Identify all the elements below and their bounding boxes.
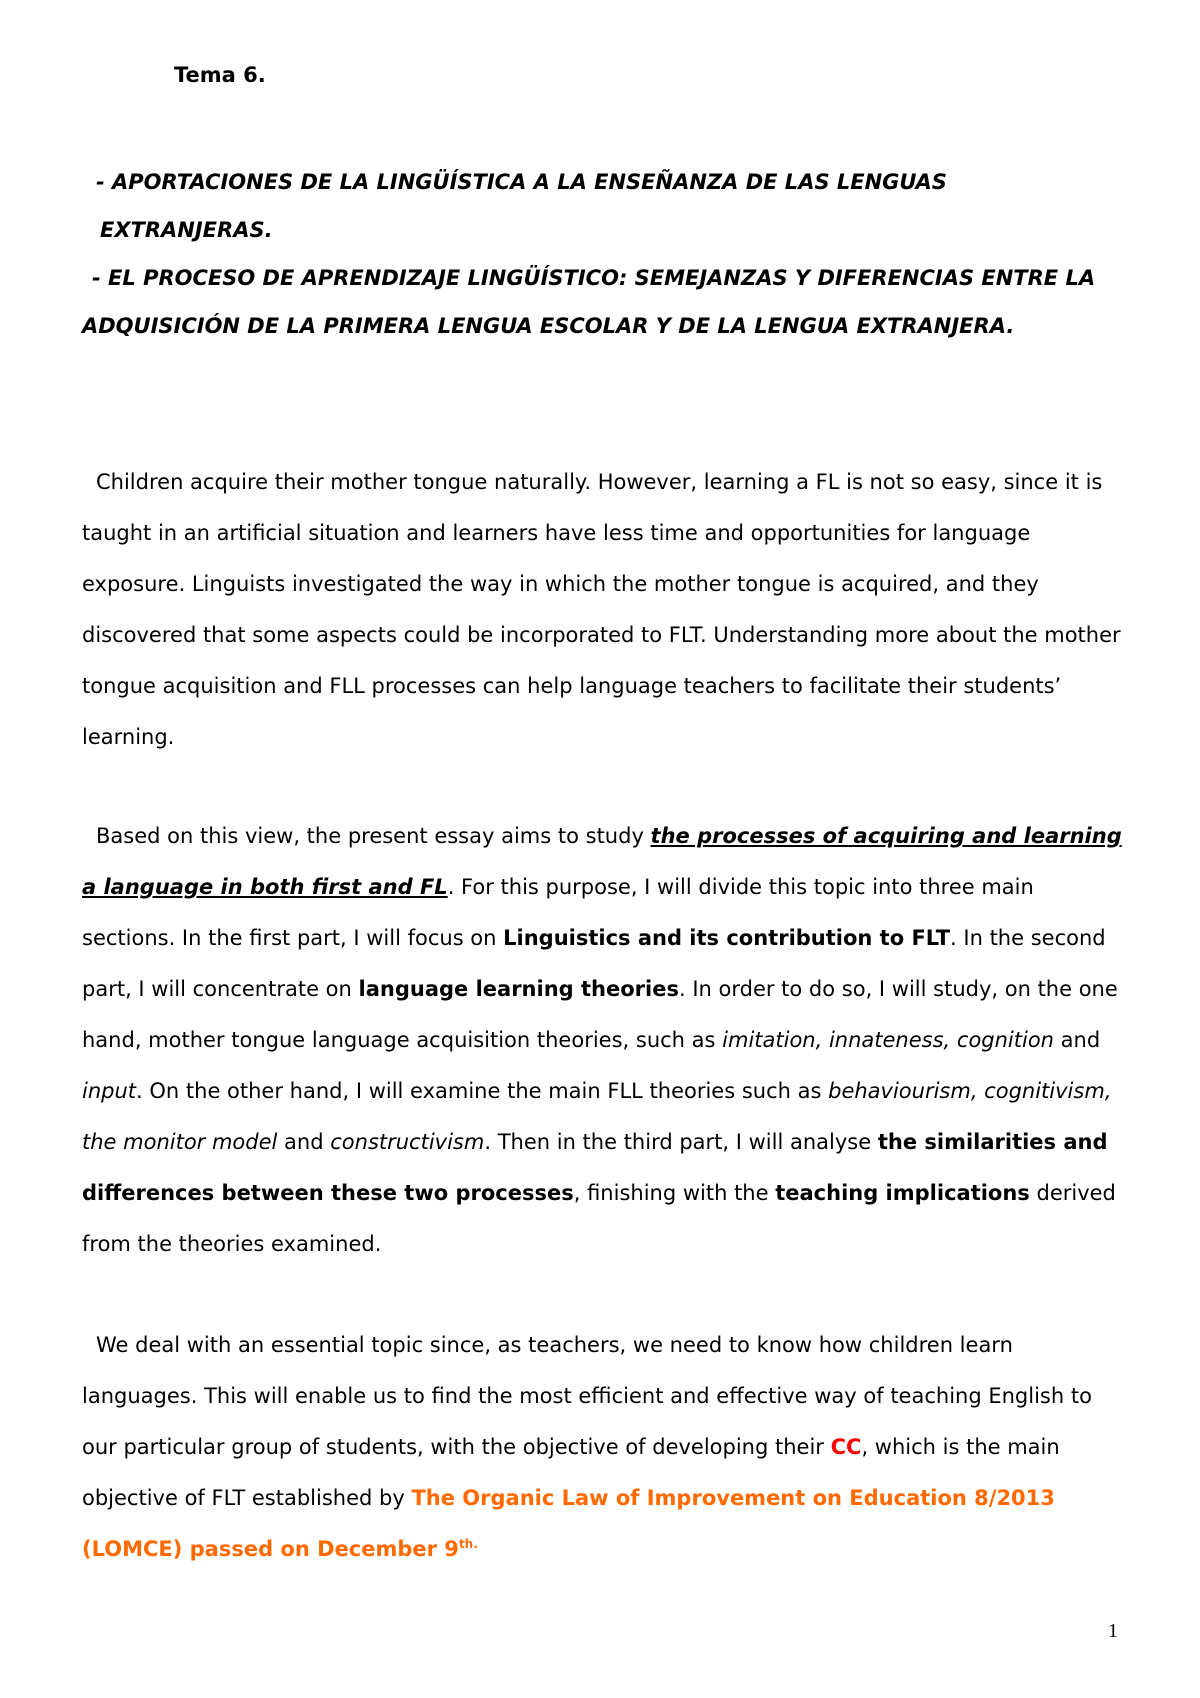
section-2-topic: language learning theories	[358, 977, 679, 1001]
text-run: and	[1054, 1028, 1101, 1052]
heading-2-dash: -	[92, 266, 101, 290]
paragraph-essay-plan	[82, 811, 1132, 1270]
input-theory: input	[82, 1079, 137, 1103]
constructivism-theory: constructivism	[330, 1130, 485, 1154]
paragraph-relevance	[82, 1320, 1132, 1575]
text-run: . On the other hand, I will examine the main FLL theories such as	[136, 1079, 829, 1103]
section-3-topic: the similarities and differences between these two processes	[82, 1130, 1108, 1205]
heading-2	[82, 254, 1132, 350]
section-1-topic: Linguistics and its contribution to FLT	[503, 926, 951, 950]
date-superscript: th.	[458, 1537, 478, 1551]
teaching-implications: teaching implications	[775, 1181, 1030, 1205]
text-run: . For this purpose, I will divide this topic into three main sections. In the first part, I will focus on	[82, 875, 1034, 950]
fll-theories: behaviourism, cognitivism, the monitor model	[82, 1079, 1112, 1154]
essay-aim-emphasis: the processes of acquiring and learning a language in both first and FL	[82, 824, 1122, 899]
cc-highlight: CC	[830, 1435, 862, 1459]
page-number: 1	[1108, 1620, 1118, 1642]
text-run: We deal with an essential topic since, as teachers, we need to know how children learn languages. This will enable us to find the most efficient and effective way of teaching English to our particular group of students, with the objective of developing their	[82, 1333, 1092, 1459]
paragraph-intro-text: Children acquire their mother tongue naturally. However, learning a FL is not so easy, since it is taught in an artificial situation and learners have less time and opportunities for language exposure. Linguists investigated the way in which the mother tongue is acquired, and they discovered that some aspects could be incorporated to FLT. Understanding more about the mother tongue acquisition and FLL processes can help language teachers to facilitate their students’ learning.	[82, 470, 1121, 749]
text-run: . In the second part, I will concentrate on	[82, 926, 1106, 1001]
document-title: Tema 6.	[174, 63, 266, 87]
text-run: . Then in the third part, I will analyse	[484, 1130, 878, 1154]
heading-2-text: EL PROCESO DE APRENDIZAJE LINGÜÍSTICO: SEMEJANZAS Y DIFERENCIAS ENTRE LA ADQUISICIÓN DE LA PRIMERA LENGUA ESCOLAR Y DE LA LENGUA EXTRANJERA.	[82, 266, 1096, 338]
text-run: derived from the theories examined.	[82, 1181, 1116, 1256]
lomce-law-reference: The Organic Law of Improvement on Education 8/2013 (LOMCE) passed on December 9	[82, 1486, 1055, 1561]
text-run: and	[277, 1130, 331, 1154]
heading-1-line-1: APORTACIONES DE LA LINGÜÍSTICA A LA ENSEÑANZA DE LAS LENGUAS	[112, 170, 947, 194]
acquisition-theories: imitation, innateness, cognition	[722, 1028, 1054, 1052]
topic-headings	[82, 158, 1132, 350]
heading-1	[82, 158, 1132, 254]
text-run: , which is the main objective of FLT established by	[82, 1435, 1060, 1510]
text-run: , finishing with the	[573, 1181, 776, 1205]
paragraph-intro	[82, 457, 1132, 763]
heading-1-line-2: EXTRANJERAS.	[100, 218, 273, 242]
text-run: Based on this view, the present essay aims to study	[96, 824, 651, 848]
heading-1-dash: -	[96, 170, 105, 194]
text-run: . In order to do so, I will study, on the one hand, mother tongue language acquisition theories, such as	[82, 977, 1118, 1052]
